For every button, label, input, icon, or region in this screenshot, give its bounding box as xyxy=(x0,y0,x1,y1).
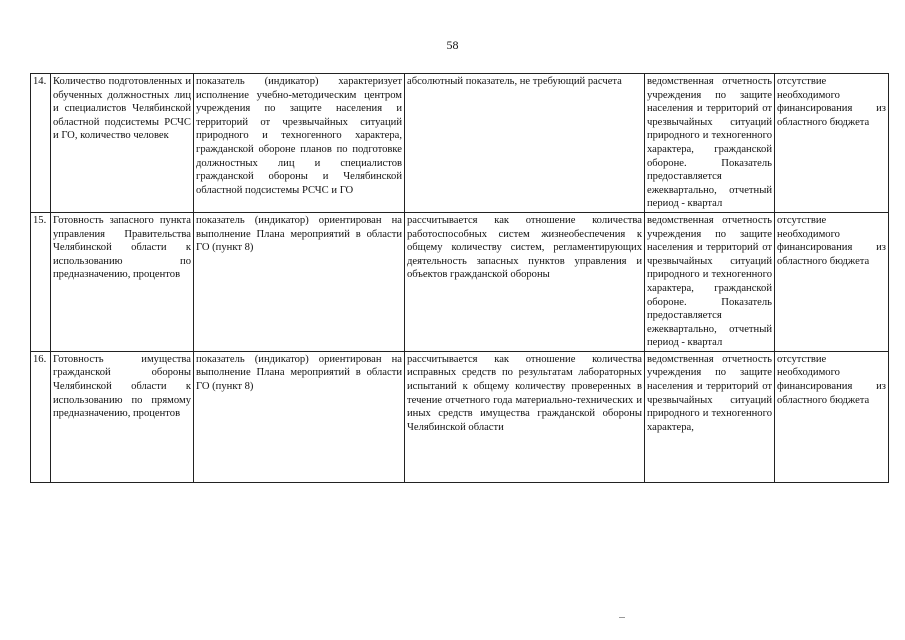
row-number: 16. xyxy=(31,351,51,482)
table-row xyxy=(31,351,889,482)
calculation-method: абсолютный показатель, не требующий расчета xyxy=(405,74,645,213)
risk-factor: отсутствие необходимого финансирования из областного бюджета xyxy=(775,351,889,482)
data-source: ведомственная отчетность учреждения по защите населения и территорий от чрезвычайных ситуаций природного и техногенного характера, xyxy=(645,351,775,482)
indicator-description: показатель (индикатор) ориентирован на выполнение Плана мероприятий в области ГО (пункт 8) xyxy=(194,212,405,351)
indicator-name: Количество подготовленных и обученных должностных лиц и специалистов Челябинской областной подсистемы РСЧС и ГО, количество человек xyxy=(51,74,194,213)
calculation-method: рассчитывается как отношение количества работоспособных систем жизнеобеспечения к общему количеству систем, регламентирующих деятельность запасных пунктов управления и объектов гражданской обороны xyxy=(405,212,645,351)
indicator-name: Готовность имущества гражданской обороны Челябинской области к использованию по прямому предназначению, процентов xyxy=(51,351,194,482)
scan-mark xyxy=(619,617,625,618)
table-row xyxy=(31,212,889,351)
calculation-method: рассчитывается как отношение количества исправных средств по результатам лабораторных испытаний к общему количеству проверенных в течение отчетного года материально-технических и иных средств имущества гражданской обороны Челябинской области xyxy=(405,351,645,482)
indicator-description: показатель (индикатор) характеризует исполнение учебно-методическим центром учреждения по защите населения и территорий от чрезвычайных ситуаций природного и техногенного характера, гражданской обороне планов по подготовке должностных лиц и специалистов гражданской обороны и Челябинской областной подсистемы РСЧС и ГО xyxy=(194,74,405,213)
table-row xyxy=(31,74,889,213)
risk-factor: отсутствие необходимого финансирования из областного бюджета xyxy=(775,74,889,213)
data-source: ведомственная отчетность учреждения по защите населения и территорий от чрезвычайных ситуаций природного и техногенного характера, гражданской обороне. Показатель предоставляется ежеквартально, отчетный период - квартал xyxy=(645,212,775,351)
indicator-name: Готовность запасного пункта управления Правительства Челябинской области к использованию по предназначению, процентов xyxy=(51,212,194,351)
page-number: 58 xyxy=(446,38,459,52)
risk-factor: отсутствие необходимого финансирования из областного бюджета xyxy=(775,212,889,351)
data-source: ведомственная отчетность учреждения по защите населения и территорий от чрезвычайных ситуаций природного и техногенного характера, гражданской обороне. Показатель предоставляется ежеквартально, отчетный период - квартал xyxy=(645,74,775,213)
row-number: 15. xyxy=(31,212,51,351)
indicator-description: показатель (индикатор) ориентирован на выполнение Плана мероприятий в области ГО (пункт 8) xyxy=(194,351,405,482)
indicators-table xyxy=(30,73,889,483)
row-number: 14. xyxy=(31,74,51,213)
